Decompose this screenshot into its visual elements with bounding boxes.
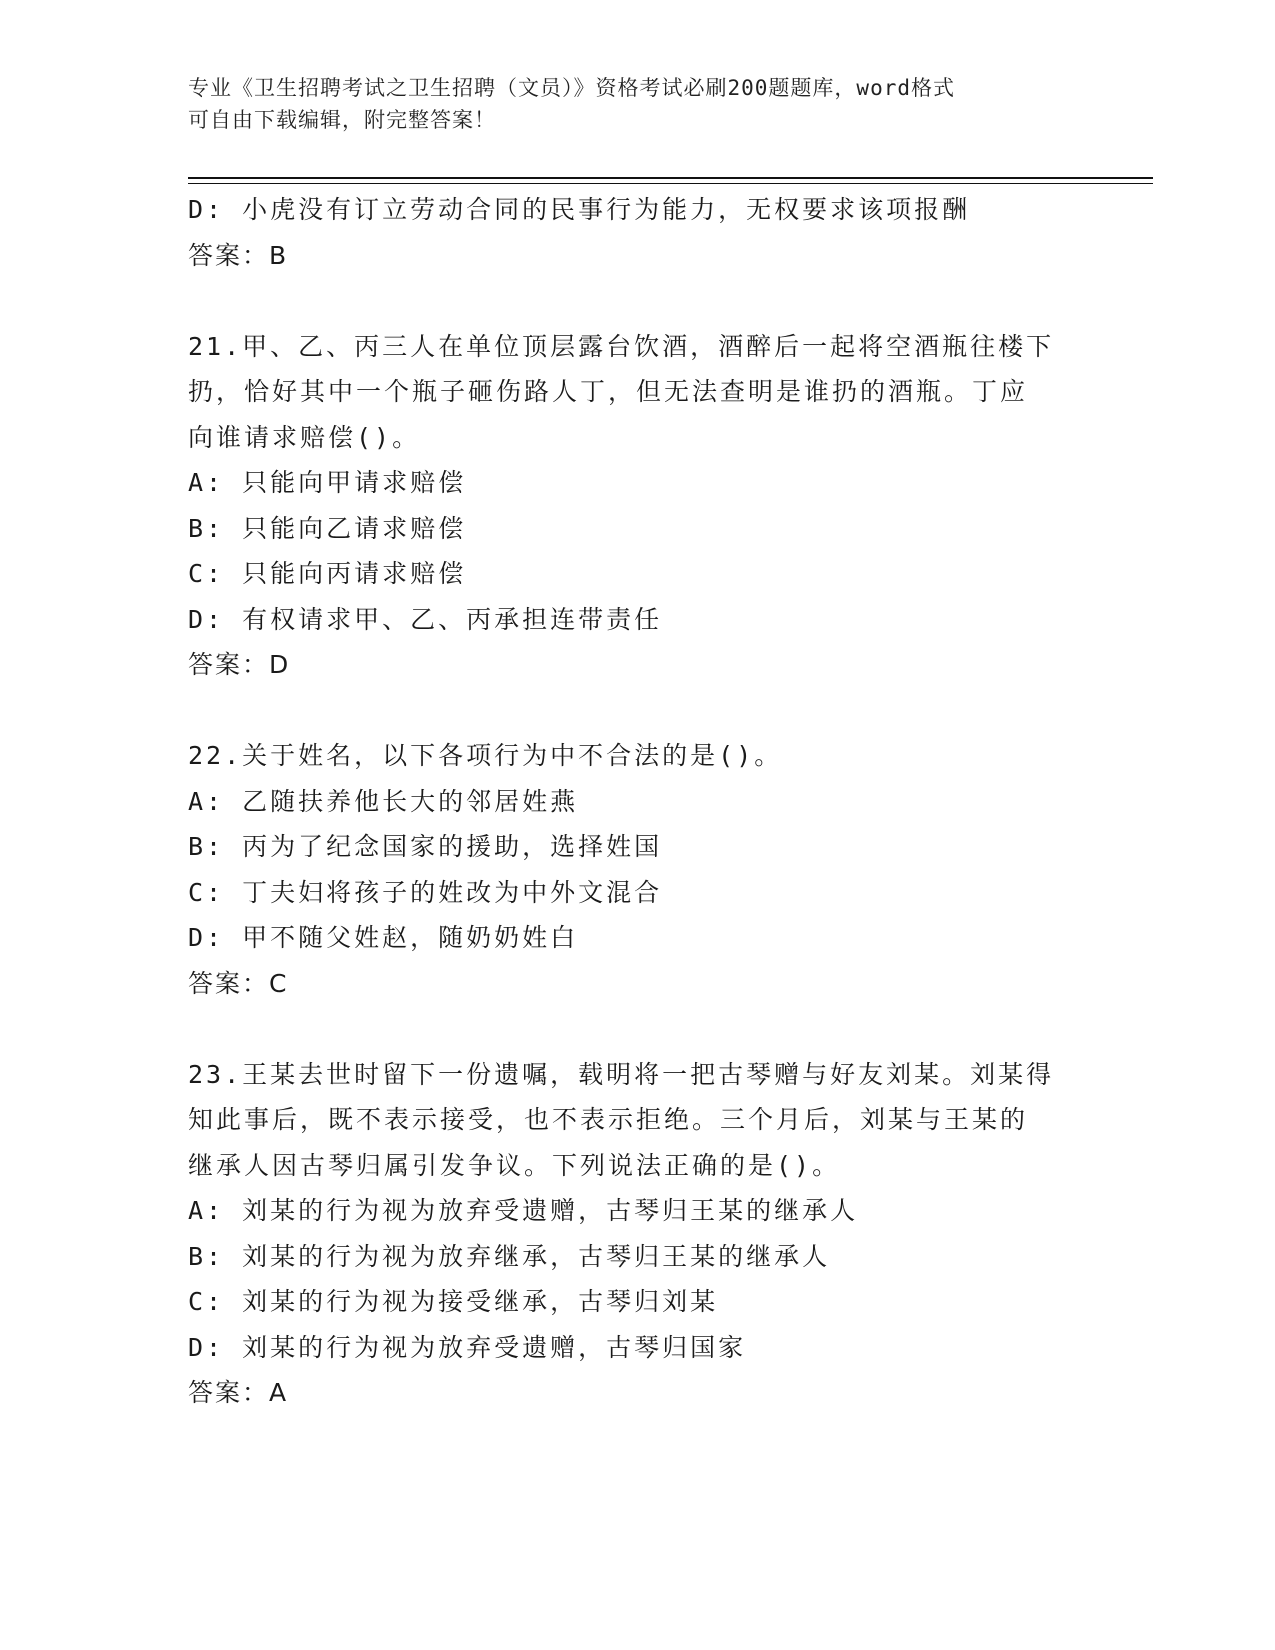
header-divider-thin	[188, 183, 1153, 184]
spacer	[188, 1006, 1088, 1052]
question-22	[188, 733, 1088, 1006]
answer-line: 答案：C	[188, 968, 289, 998]
header-line-1: 专业《卫生招聘考试之卫生招聘（文员）》资格考试必刷200题题库，word格式	[188, 76, 955, 100]
answer-line: 答案：D	[188, 650, 291, 679]
document-header	[188, 72, 1068, 136]
option-a: A: 只能向甲请求赔偿	[188, 468, 467, 497]
option-c: C: 丁夫妇将孩子的姓改为中外文混合	[188, 877, 663, 907]
question-list	[188, 187, 1088, 1416]
option-d: D: 甲不随父姓赵，随奶奶姓白	[188, 923, 579, 952]
question-stem-line: 知此事后，既不表示接受，也不表示拒绝。三个月后，刘某与王某的	[188, 1105, 1029, 1134]
question-20-tail	[188, 187, 1088, 278]
question-stem-line: 23.王某去世时留下一份遗嘱，载明将一把古琴赠与好友刘某。刘某得	[188, 1059, 1055, 1089]
option-c: C: 只能向丙请求赔偿	[188, 559, 467, 588]
option-b: B: 只能向乙请求赔偿	[188, 513, 467, 543]
header-divider-thick	[188, 177, 1153, 179]
question-stem-line: 向谁请求赔偿()。	[188, 422, 421, 452]
option-b: B: 刘某的行为视为放弃继承，古琴归王某的继承人	[188, 1241, 831, 1271]
option-a: A: 乙随扶养他长大的邻居姓燕	[188, 786, 579, 816]
option-d: D: 刘某的行为视为放弃受遗赠，古琴归国家	[188, 1332, 747, 1362]
option-d: D: 有权请求甲、乙、丙承担连带责任	[188, 604, 663, 634]
question-stem-line: 扔，恰好其中一个瓶子砸伤路人丁，但无法查明是谁扔的酒瓶。丁应	[188, 377, 1029, 406]
spacer	[188, 688, 1088, 734]
question-stem-line: 22.关于姓名，以下各项行为中不合法的是()。	[188, 741, 783, 770]
option-d: D: 小虎没有订立劳动合同的民事行为能力，无权要求该项报酬	[188, 195, 971, 224]
question-stem-line: 21.甲、乙、丙三人在单位顶层露台饮酒，酒醉后一起将空酒瓶往楼下	[188, 331, 1055, 361]
answer-line: 答案：A	[188, 1378, 289, 1407]
option-b: B: 丙为了纪念国家的援助，选择姓国	[188, 832, 663, 861]
option-a: A: 刘某的行为视为放弃受遗赠，古琴归王某的继承人	[188, 1196, 859, 1225]
question-23	[188, 1052, 1088, 1416]
header-line-2: 可自由下载编辑，附完整答案！	[188, 108, 496, 132]
spacer	[188, 278, 1088, 324]
question-stem-line: 继承人因古琴归属引发争议。下列说法正确的是()。	[188, 1150, 841, 1180]
question-21	[188, 324, 1088, 688]
answer-line: 答案：B	[188, 240, 289, 270]
option-c: C: 刘某的行为视为接受继承，古琴归刘某	[188, 1287, 719, 1316]
